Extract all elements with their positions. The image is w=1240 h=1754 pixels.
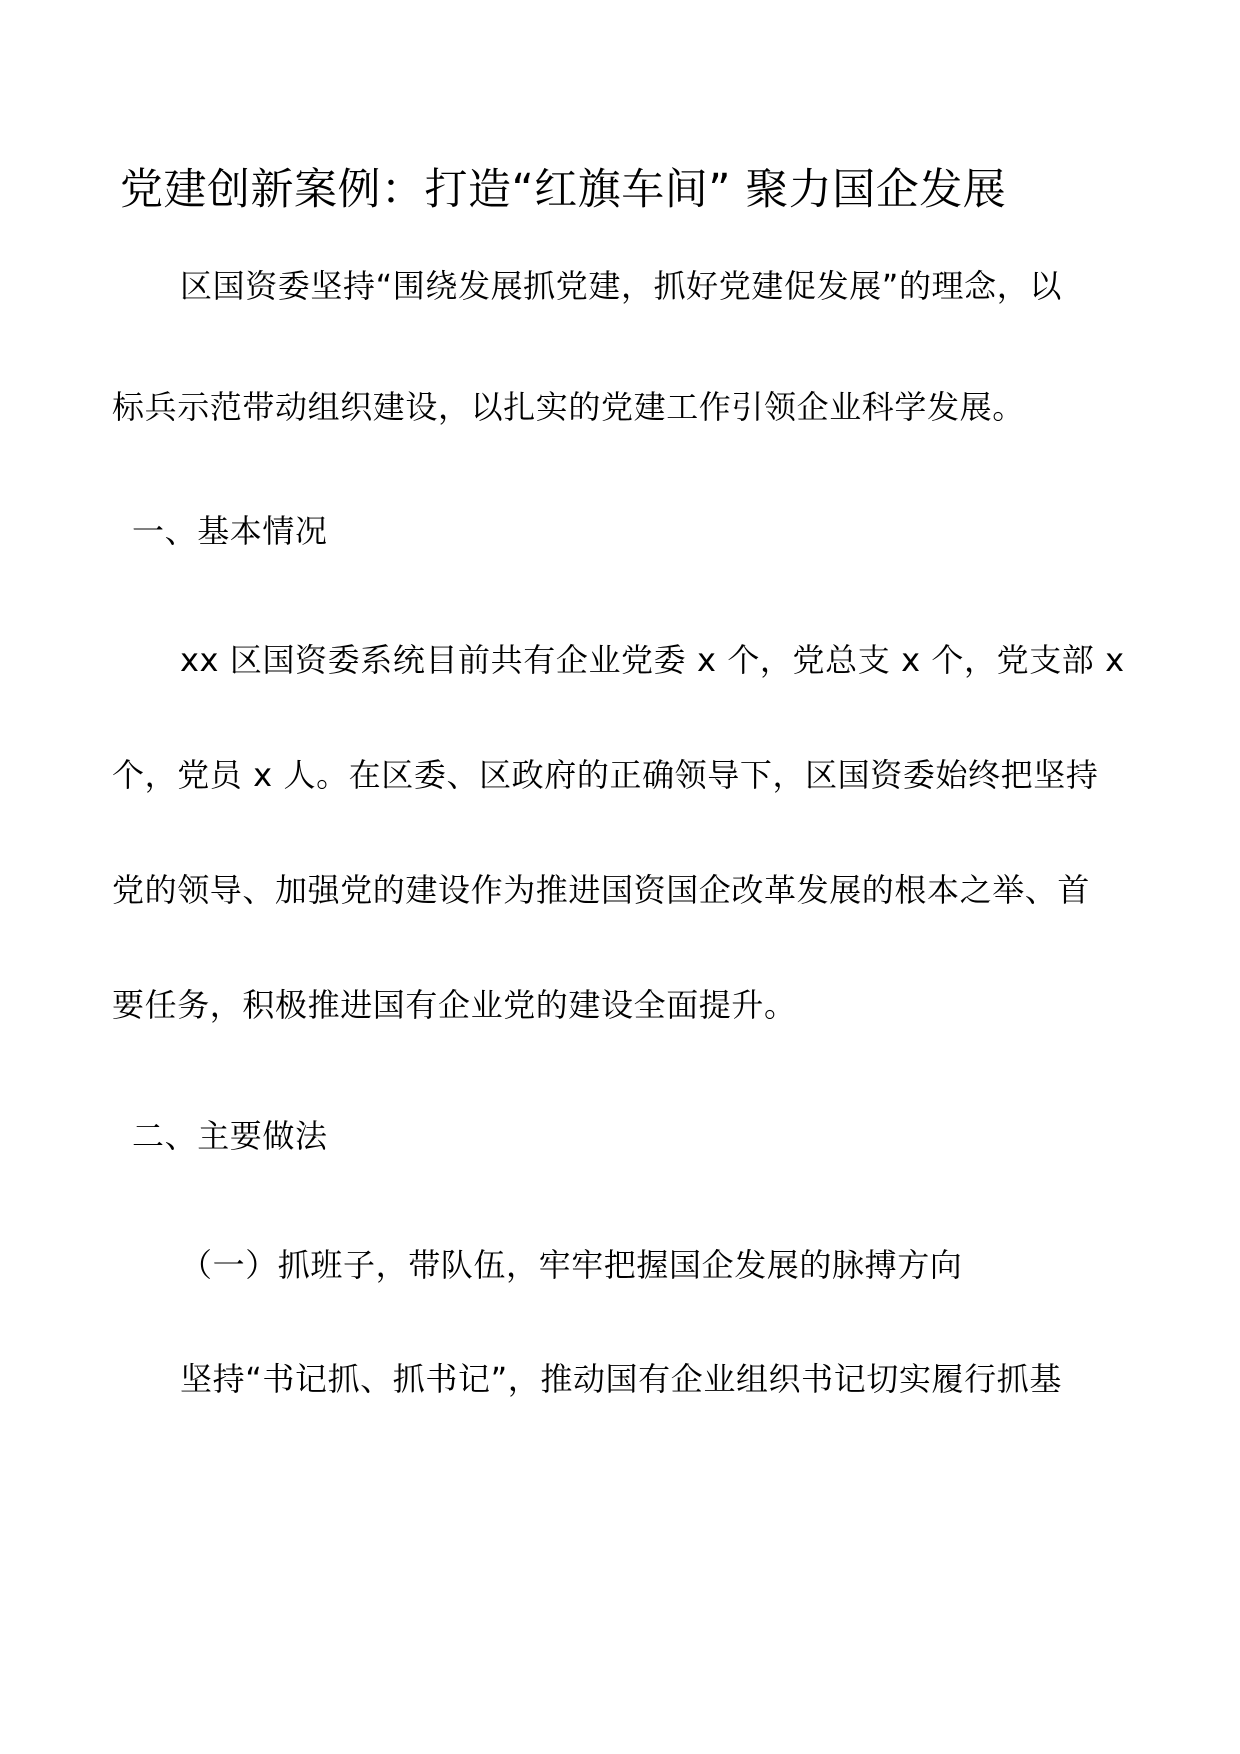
section-heading: 一、基本情况 xyxy=(132,512,328,550)
paragraph-line: 区国资委坚持“围绕发展抓党建，抓好党建促发展”的理念，以 xyxy=(180,267,1062,305)
paragraph-line: xx 区国资委系统目前共有企业党委 x 个，党总支 x 个，党支部 x xyxy=(180,641,1125,679)
section-heading: 二、主要做法 xyxy=(132,1117,328,1155)
paragraph-line: 要任务，积极推进国有企业党的建设全面提升。 xyxy=(112,986,797,1024)
subsection-heading: （一）抓班子，带队伍，牢牢把握国企发展的脉搏方向 xyxy=(180,1246,963,1284)
document-title: 党建创新案例：打造“红旗车间” 聚力国企发展 xyxy=(120,165,1007,215)
paragraph-line: 坚持“书记抓、抓书记”，推动国有企业组织书记切实履行抓基 xyxy=(180,1360,1062,1398)
paragraph-line: 个，党员 x 人。在区委、区政府的正确领导下，区国资委始终把坚持 xyxy=(112,756,1099,794)
paragraph-line: 标兵示范带动组织建设，以扎实的党建工作引领企业科学发展。 xyxy=(112,388,1025,426)
paragraph-line: 党的领导、加强党的建设作为推进国资国企改革发展的根本之举、首 xyxy=(112,871,1091,909)
